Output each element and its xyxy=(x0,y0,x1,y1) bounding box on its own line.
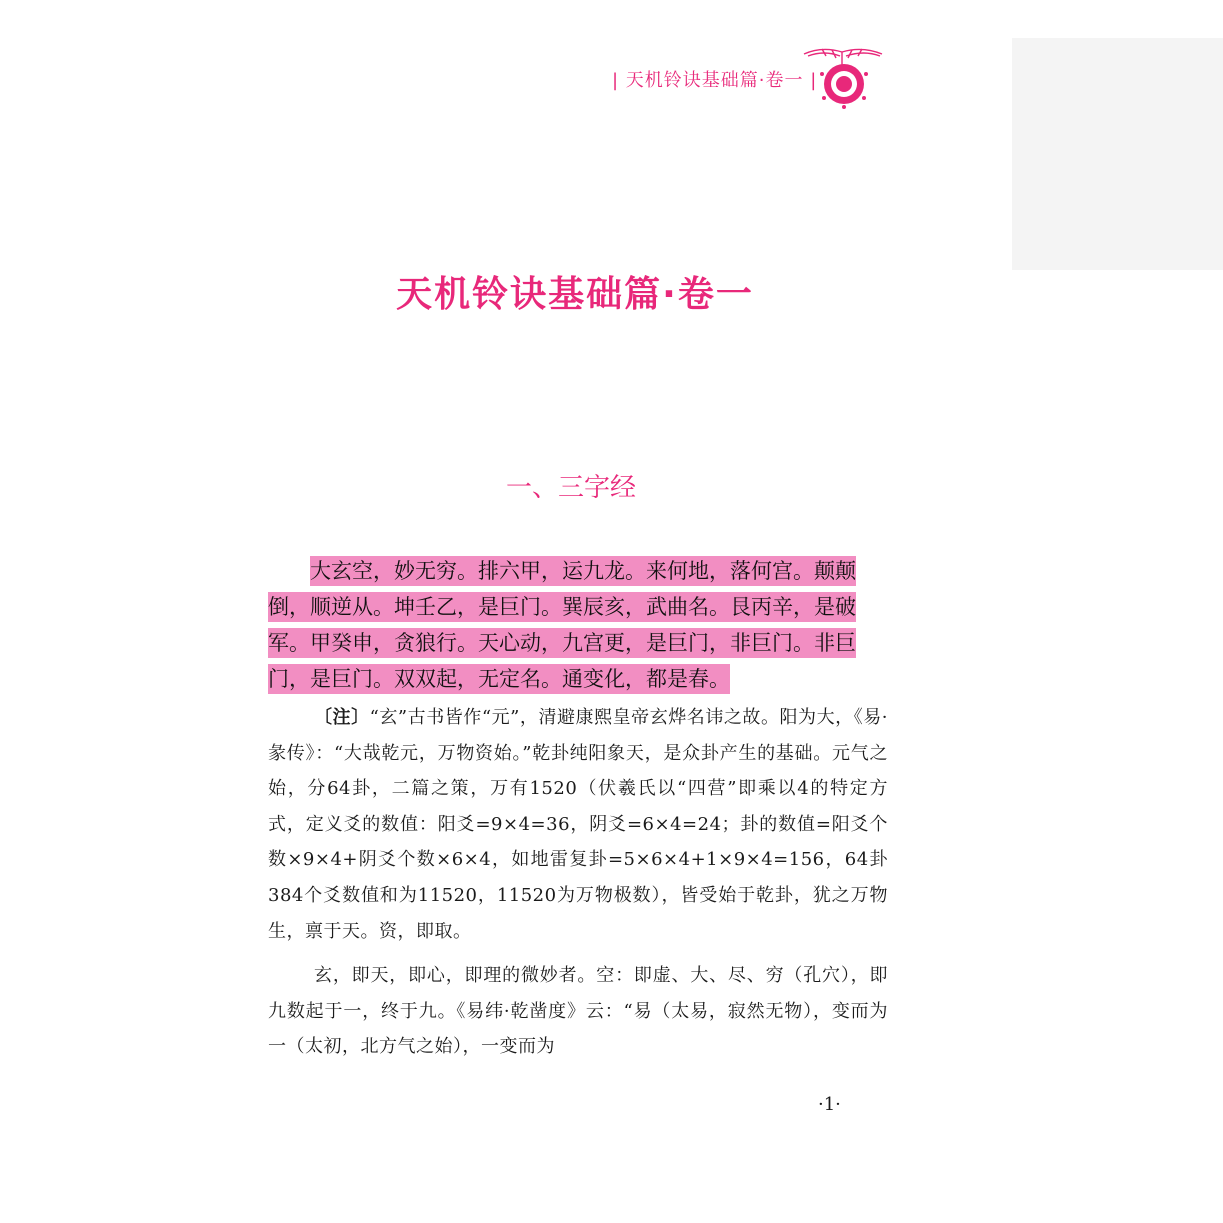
commentary xyxy=(268,700,888,1065)
note-label: 〔注〕 xyxy=(314,707,370,728)
tree-compass-ornament-icon xyxy=(802,44,884,110)
page-number: ·1· xyxy=(818,1094,841,1115)
verse-line-text: 门，是巨门。双双起，无定名。通变化，都是春。 xyxy=(268,664,730,694)
verse-line xyxy=(268,628,888,664)
verse-line-text: 军。甲癸申，贪狼行。天心动，九宫更，是巨门，非巨门。非巨 xyxy=(268,628,856,658)
commentary-paragraph xyxy=(268,700,888,949)
running-header: | 天机铃诀基础篇·卷一 | xyxy=(612,70,818,91)
verse-line-text: 大玄空，妙无穷。排六甲，运九龙。来何地，落何宫。颠颠 xyxy=(310,556,856,586)
verse-line xyxy=(268,664,888,700)
verse-line xyxy=(268,592,888,628)
highlighted-verse xyxy=(268,556,888,700)
commentary-text: 玄，即天，即心，即理的微妙者。空：即虚、大、尽、穷（孔穴），即九数起于一，终于九。《易纬·乾凿度》云：“易（太易，寂然无物），变而为一（太初，北方气之始），一变而为 xyxy=(268,965,888,1058)
commentary-paragraph xyxy=(268,958,888,1065)
section-heading: 一、三字经 xyxy=(506,473,637,503)
volume-title: 天机铃诀基础篇·卷一 xyxy=(396,274,754,315)
commentary-text: “玄”古书皆作“元”，清避康熙皇帝玄烨名讳之故。阳为大，《易·彖传》：“大哉乾元，万物资始。”乾卦纯阳象天，是众卦产生的基础。元气之始，分64卦，二篇之策，万有1520（伏羲氏以“四营”即乘以4的特定方式，定义爻的数值：阳爻=9×4=36，阴爻=6×4=24；卦的数值=阳爻个数×9×4+阴爻个数×6×4，如地雷复卦=5×6×4+1×9×4=156，64卦384个爻数值和为11520，11520为万物极数），皆受始于乾卦，犹之万物生，禀于天。资，即取。 xyxy=(268,707,889,942)
verse-line xyxy=(268,556,888,592)
verse-line-text: 倒，顺逆从。坤壬乙，是巨门。巽辰亥，武曲名。艮丙辛，是破 xyxy=(268,592,856,622)
scan-shadow xyxy=(1012,38,1223,270)
